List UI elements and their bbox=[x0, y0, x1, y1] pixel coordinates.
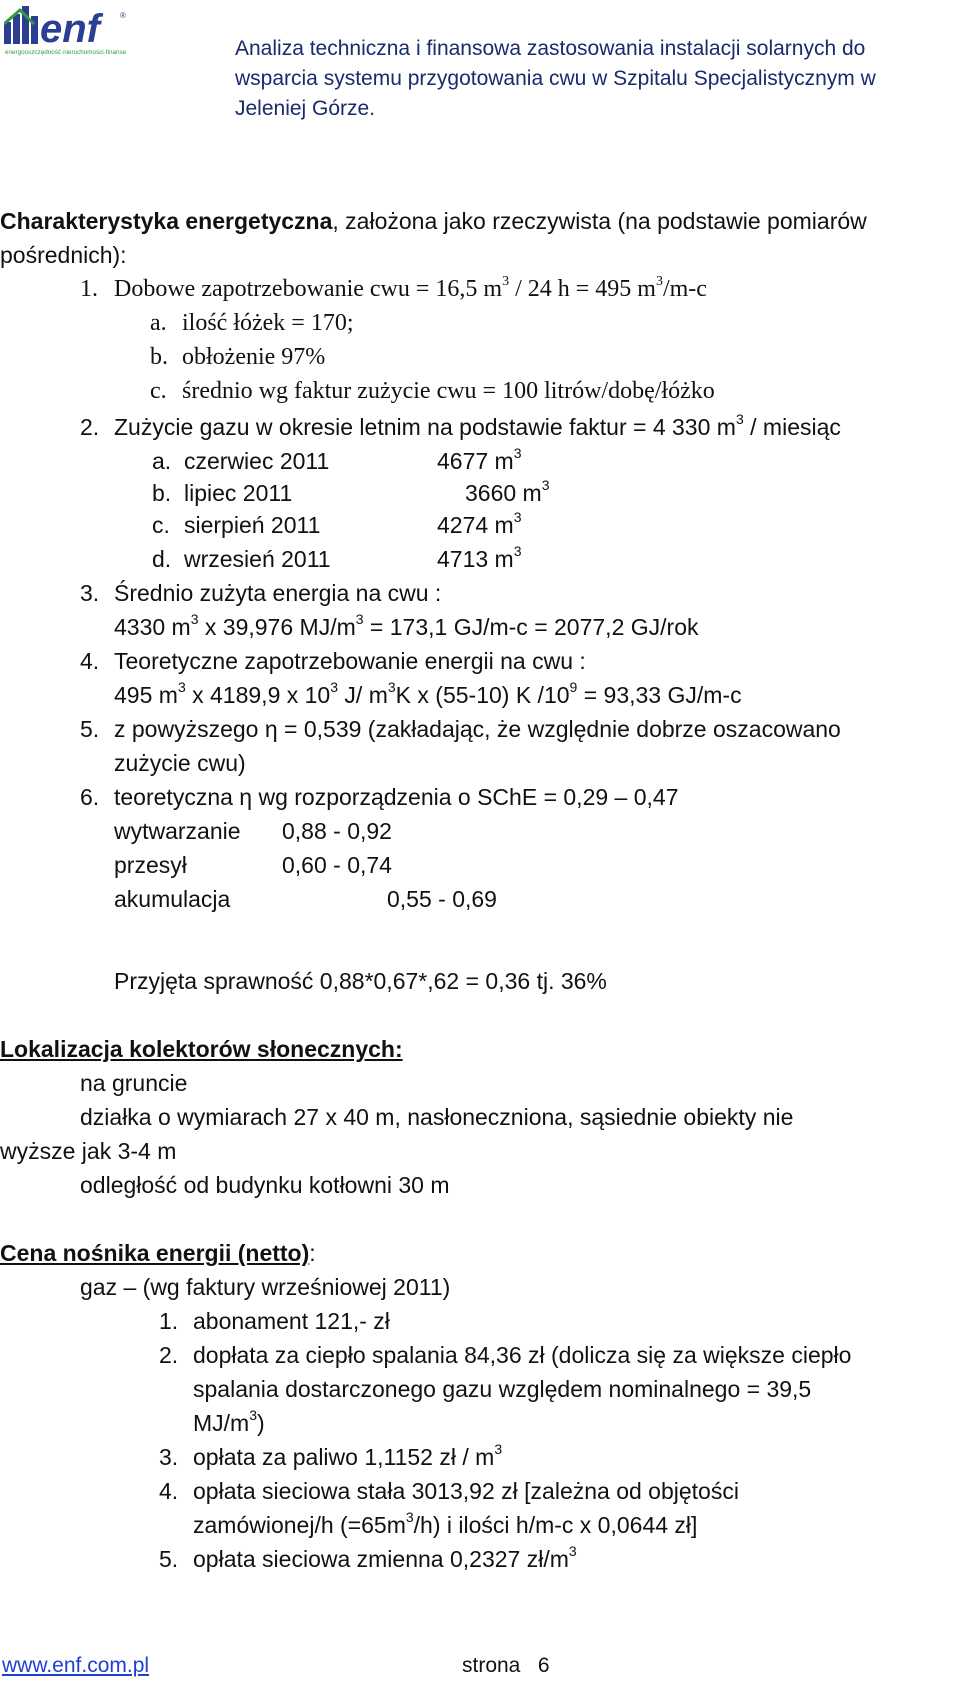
list-number: 4. bbox=[159, 1478, 179, 1504]
price-heading-bold: Cena nośnika energii (netto) bbox=[0, 1240, 310, 1266]
location-heading: Lokalizacja kolektorów słonecznych: bbox=[0, 1036, 403, 1062]
item-text: Dobowe zapotrzebowanie cwu = 16,5 m bbox=[114, 276, 503, 302]
superscript: 3 bbox=[735, 411, 744, 428]
item-text: Średnio zużyta energia na cwu : bbox=[114, 580, 442, 606]
superscript: 3 bbox=[249, 1407, 258, 1424]
gas-value-july bbox=[465, 478, 550, 508]
list-number: 3. bbox=[159, 1444, 179, 1470]
formula-part: 4330 m bbox=[114, 614, 191, 640]
superscript: 9 bbox=[569, 679, 578, 696]
efficiency-label-production: wytwarzanie bbox=[114, 818, 241, 844]
superscript: 3 bbox=[502, 274, 510, 289]
gas-value: 3660 m bbox=[465, 480, 542, 506]
list-number: 4. bbox=[80, 648, 100, 674]
list-subitem-b bbox=[150, 342, 325, 372]
list-item-1 bbox=[80, 274, 707, 304]
document-title: Analiza techniczna i finansowa zastosowania instalacji solarnych do wsparcia systemu przygotowania cwu w Szpitalu Specjalistycznym w Jeleniej Górze. bbox=[235, 37, 876, 120]
item-text: / 24 h = 495 m bbox=[509, 276, 656, 302]
item-text: obłożenie 97% bbox=[182, 344, 326, 370]
list-item-3 bbox=[80, 578, 441, 608]
formula-part: 495 m bbox=[114, 682, 178, 708]
location-line-distance: odległość od budynku kotłowni 30 m bbox=[80, 1172, 450, 1198]
logo-icon bbox=[4, 2, 134, 58]
price-item-3 bbox=[159, 1442, 502, 1472]
item-text: ) bbox=[257, 1410, 265, 1436]
characteristic-heading-rest: , założona jako rzeczywista (na podstawie pomiarów bbox=[332, 208, 867, 234]
list-letter: d. bbox=[152, 546, 172, 572]
price-item-2 bbox=[159, 1340, 851, 1370]
list-number: 2. bbox=[159, 1342, 179, 1368]
list-subitem-a bbox=[150, 308, 354, 338]
month-label: czerwiec 2011 bbox=[184, 448, 330, 474]
formula-part: x 39,976 MJ/m bbox=[198, 614, 356, 640]
gas-row-august bbox=[152, 510, 320, 540]
page-number: strona 6 bbox=[462, 1654, 550, 1677]
list-number: 3. bbox=[80, 580, 100, 606]
price-item-5 bbox=[159, 1544, 577, 1574]
list-number: 6. bbox=[80, 784, 100, 810]
adopted-efficiency: Przyjęta sprawność 0,88*0,67*,62 = 0,36 tj. 36% bbox=[114, 968, 607, 994]
list-subitem-c bbox=[150, 376, 715, 406]
formula-theoretical-demand bbox=[114, 680, 742, 710]
characteristic-heading bbox=[0, 206, 867, 236]
superscript: 3 bbox=[513, 509, 522, 526]
item-text: / miesiąc bbox=[743, 414, 841, 440]
svg-text:enf: enf bbox=[40, 7, 100, 51]
item-text: zamówionej/h (=65m bbox=[193, 1512, 406, 1538]
price-item-1 bbox=[159, 1306, 390, 1336]
gas-value-august bbox=[437, 510, 522, 540]
price-item-4-cont bbox=[193, 1510, 697, 1540]
svg-text:®: ® bbox=[120, 11, 126, 20]
superscript: 3 bbox=[387, 679, 396, 696]
month-label: sierpień 2011 bbox=[184, 512, 321, 538]
superscript: 3 bbox=[330, 679, 339, 696]
list-letter: b. bbox=[152, 480, 172, 506]
efficiency-value-storage: 0,55 - 0,69 bbox=[387, 886, 497, 912]
item-text: /m-c bbox=[662, 276, 707, 302]
list-item-2 bbox=[80, 412, 841, 442]
formula-part: = 93,33 GJ/m-c bbox=[577, 682, 742, 708]
item-text: abonament 121,- zł bbox=[193, 1308, 390, 1334]
item-text: dopłata za ciepło spalania 84,36 zł (dolicza się za większe ciepło bbox=[193, 1342, 852, 1368]
characteristic-heading-cont: pośrednich): bbox=[0, 242, 127, 268]
item-text: Teoretyczne zapotrzebowanie energii na cwu : bbox=[114, 648, 586, 674]
superscript: 3 bbox=[177, 679, 186, 696]
item-text: /h) i ilości h/m-c x 0,0644 zł] bbox=[413, 1512, 698, 1538]
gas-value: 4677 m bbox=[437, 448, 514, 474]
item-text: opłata sieciowa zmienna 0,2327 zł/m bbox=[193, 1546, 569, 1572]
item-text: z powyższego η = 0,539 (zakładając, że względnie dobrze oszacowano bbox=[114, 716, 841, 742]
superscript: 3 bbox=[190, 611, 199, 628]
list-number: 2. bbox=[80, 414, 100, 440]
item-text: opłata za paliwo 1,1152 zł / m bbox=[193, 1444, 495, 1470]
gas-value-september bbox=[437, 544, 522, 574]
enf-logo bbox=[4, 2, 134, 58]
item-text: ilość łóżek = 170; bbox=[182, 310, 354, 336]
list-letter: b. bbox=[150, 344, 168, 370]
list-number: 5. bbox=[80, 716, 100, 742]
list-letter: a. bbox=[152, 448, 172, 474]
location-line-plot-cont: wyższe jak 3-4 m bbox=[0, 1138, 177, 1164]
price-item-2-cont2 bbox=[193, 1408, 265, 1438]
gas-value: 4274 m bbox=[437, 512, 514, 538]
characteristic-heading-bold: Charakterystyka energetyczna bbox=[0, 208, 333, 234]
price-heading bbox=[0, 1238, 316, 1268]
footer-website-link[interactable]: www.enf.com.pl bbox=[2, 1654, 150, 1677]
list-number: 1. bbox=[159, 1308, 179, 1334]
item-text: Zużycie gazu w okresie letnim na podstawie faktur = 4 330 m bbox=[114, 414, 736, 440]
location-line-plot: działka o wymiarach 27 x 40 m, nasłoneczniona, sąsiednie obiekty nie bbox=[80, 1104, 794, 1130]
item-text: teoretyczna η wg rozporządzenia o SChE = 0,29 – 0,47 bbox=[114, 784, 679, 810]
efficiency-label-storage: akumulacja bbox=[114, 886, 231, 912]
price-gas-line: gaz – (wg faktury wrześniowej 2011) bbox=[80, 1274, 451, 1300]
gas-row-july bbox=[152, 478, 292, 508]
list-letter: c. bbox=[150, 378, 167, 404]
svg-text:energooszczędność·nieruchomośc: energooszczędność·nieruchomości·finanse bbox=[5, 49, 127, 56]
superscript: 3 bbox=[494, 1441, 503, 1458]
gas-row-september bbox=[152, 544, 331, 574]
location-line-ground: na gruncie bbox=[80, 1070, 188, 1096]
superscript: 3 bbox=[655, 274, 663, 289]
price-item-4 bbox=[159, 1476, 739, 1506]
superscript: 3 bbox=[405, 1509, 414, 1526]
gas-row-june bbox=[152, 446, 329, 476]
item-text: MJ/m bbox=[193, 1410, 250, 1436]
gas-value-june bbox=[437, 446, 522, 476]
gas-value: 4713 m bbox=[437, 546, 514, 572]
superscript: 3 bbox=[541, 477, 550, 494]
list-letter: a. bbox=[150, 310, 167, 336]
formula-energy-used bbox=[114, 612, 698, 642]
formula-part: = 173,1 GJ/m-c = 2077,2 GJ/rok bbox=[363, 614, 699, 640]
price-heading-colon: : bbox=[309, 1240, 316, 1266]
formula-part: x 4189,9 x 10 bbox=[185, 682, 331, 708]
formula-part: J/ m bbox=[338, 682, 388, 708]
item-text: średnio wg faktur zużycie cwu = 100 litrów/dobę/łóżko bbox=[182, 378, 715, 404]
superscript: 3 bbox=[513, 543, 522, 560]
list-letter: c. bbox=[152, 512, 170, 538]
list-item-6 bbox=[80, 782, 679, 812]
list-item-5-cont: zużycie cwu) bbox=[114, 750, 246, 776]
month-label: wrzesień 2011 bbox=[184, 546, 331, 572]
list-number: 1. bbox=[80, 276, 98, 302]
formula-part: K x (55-10) K /10 bbox=[395, 682, 570, 708]
superscript: 3 bbox=[513, 445, 522, 462]
efficiency-value-transmission: 0,60 - 0,74 bbox=[282, 852, 392, 878]
month-label: lipiec 2011 bbox=[184, 480, 293, 506]
item-text: opłata sieciowa stała 3013,92 zł [zależna od objętości bbox=[193, 1478, 739, 1504]
efficiency-value-production: 0,88 - 0,92 bbox=[282, 818, 392, 844]
list-item-5 bbox=[80, 714, 841, 744]
list-item-4 bbox=[80, 646, 586, 676]
superscript: 3 bbox=[355, 611, 364, 628]
price-item-2-cont: spalania dostarczonego gazu względem nominalnego = 39,5 bbox=[193, 1376, 812, 1402]
list-number: 5. bbox=[159, 1546, 179, 1572]
superscript: 3 bbox=[568, 1543, 577, 1560]
efficiency-label-transmission: przesył bbox=[114, 852, 187, 878]
